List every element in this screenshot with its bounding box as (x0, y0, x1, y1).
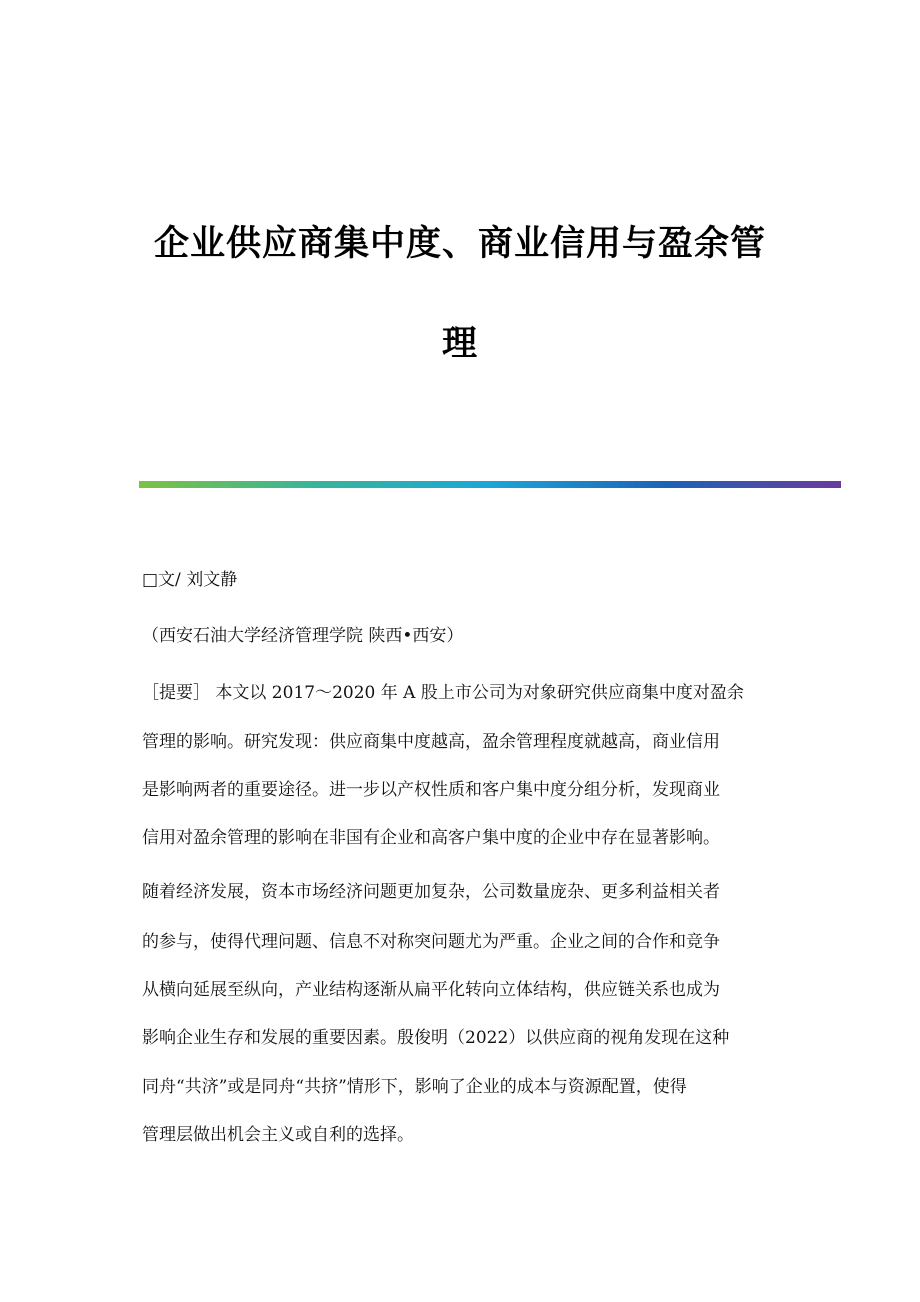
body-paragraph-line: 从横向延展至纵向，产业结构逐渐从扁平化转向立体结构，供应链关系也成为 (142, 980, 720, 1000)
abstract-line: ［提要］ 本文以 2017～2020 年 A 股上市公司为对象研究供应商集中度对盈余 (142, 683, 744, 703)
abstract-line: 是影响两者的重要途径。进一步以产权性质和客户集中度分组分析，发现商业 (142, 780, 720, 800)
abstract-line: 管理的影响。研究发现：供应商集中度越高，盈余管理程度就越高，商业信用 (142, 732, 720, 752)
abstract-line: 信用对盈余管理的影响在非国有企业和高客户集中度的企业中存在显著影响。 (142, 828, 720, 848)
document-title-line-2: 理 (441, 324, 478, 364)
body-paragraph-line: 同舟“共济”或是同舟“共挤”情形下，影响了企业的成本与资源配置，使得 (142, 1077, 687, 1097)
body-paragraph-line: 随着经济发展，资本市场经济问题更加复杂，公司数量庞杂、更多利益相关者 (142, 882, 720, 902)
affiliation-line: （西安石油大学经济管理学院 陕西•西安） (142, 626, 464, 646)
author-line: □文/ 刘文静 (142, 570, 238, 590)
body-paragraph-line: 管理层做出机会主义或自利的选择。 (142, 1125, 414, 1145)
body-paragraph-line: 影响企业生存和发展的重要因素。殷俊明（2022）以供应商的视角发现在这种 (142, 1028, 730, 1048)
body-paragraph-line: 的参与，使得代理问题、信息不对称突问题尤为严重。企业之间的合作和竞争 (142, 932, 720, 952)
gradient-divider (139, 481, 841, 488)
document-title-line-1: 企业供应商集中度、商业信用与盈余管 (153, 224, 766, 264)
